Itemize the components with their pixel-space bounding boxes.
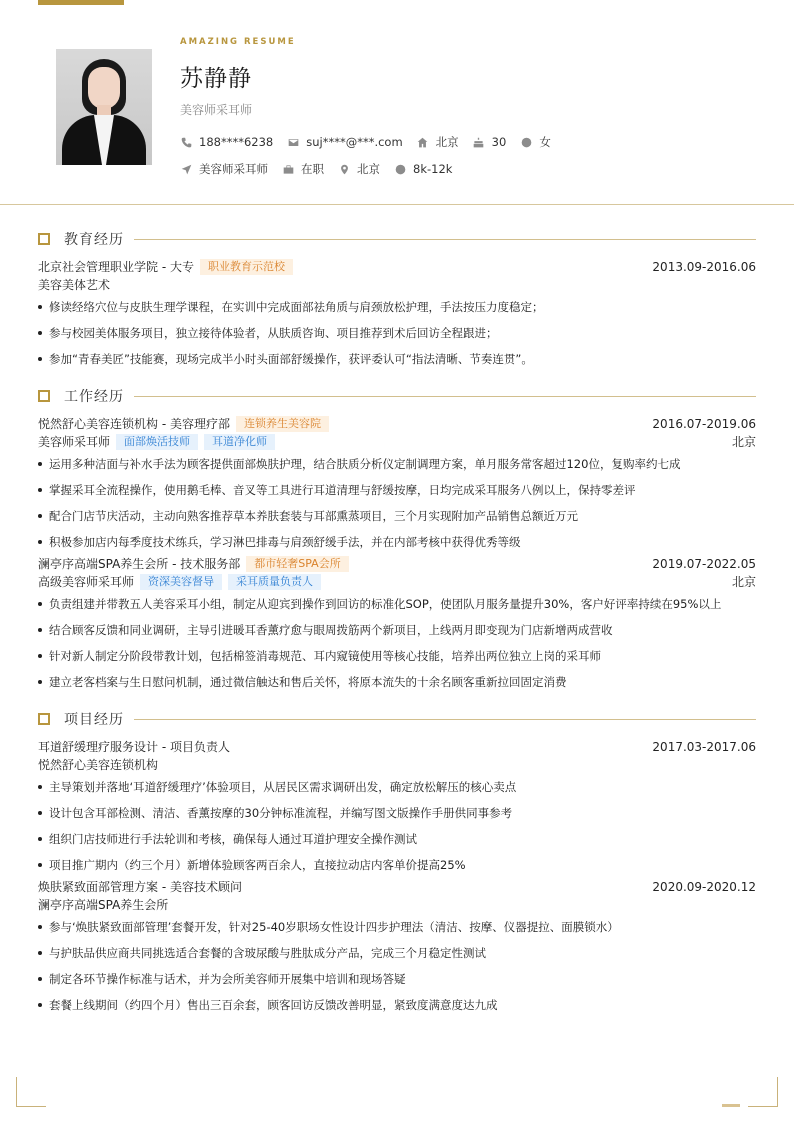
- list-item: 针对新人制定分阶段带教计划，包括棉签消毒规范、耳内窥镜使用等核心技能，培养出两位独立上岗的采耳师: [38, 643, 756, 669]
- job-role: 高级美容师采耳师: [38, 575, 135, 589]
- job-entry-head: [38, 555, 756, 573]
- section-marker: [38, 713, 50, 725]
- job-entry-head: [38, 415, 756, 433]
- projects-section: [38, 709, 756, 1018]
- major-row: [38, 276, 756, 294]
- job-role: 美容师采耳师: [38, 435, 111, 449]
- gender-icon: [520, 136, 532, 148]
- list-item: 结合顾客反馈和同业调研，主导引进暖耳香薰疗愈与眼周拨筋两个新项目，上线两月即变现为门店新增两成营收: [38, 617, 756, 643]
- send-icon: [180, 163, 192, 175]
- work-section-header: [38, 386, 756, 406]
- hometown-item: [417, 134, 459, 150]
- project-org: 悦然舒心美容连锁机构: [38, 758, 159, 772]
- cake-icon: [473, 136, 485, 148]
- job-status-item: [282, 161, 324, 177]
- list-item: 负责组建并带教五人美容采耳小组，制定从迎宾到操作到回访的标准化SOP，使团队月服务量提升30%，客户好评率持续在95%以上: [38, 591, 756, 617]
- section-marker: [38, 233, 50, 245]
- job-city: 北京: [731, 575, 756, 589]
- section-divider: [134, 396, 756, 397]
- role-tag: 面部焕活技师: [116, 434, 198, 450]
- project-org: 澜亭序高端SPA养生会所: [38, 898, 169, 912]
- job-title: 美容师采耳师: [180, 103, 253, 117]
- section-divider: [134, 719, 756, 720]
- money-icon: [394, 163, 406, 175]
- list-item: 参与‘焕肤紧致面部管理’套餐开发，针对25-40岁职场女性设计四步护理法（清洁、按摩、仪器提拉、面膜锁水）: [38, 914, 756, 940]
- contact-info-row: [180, 134, 565, 150]
- salary-item: [394, 162, 452, 176]
- projects-section-header: [38, 709, 756, 729]
- mail-icon: [287, 136, 299, 148]
- project-org-row: [38, 896, 756, 914]
- gender-text: 女: [539, 135, 551, 149]
- age-text: 30: [491, 135, 507, 149]
- email-text: suj****@***.com: [306, 135, 403, 149]
- company-tag: 都市轻奢SPA会所: [246, 556, 348, 572]
- intended-job-item: [180, 161, 268, 177]
- list-item: 运用多种洁面与补水手法为顾客提供面部焕肤护理，结合肤质分析仪定制调理方案，单月服务常客超过120位，复购率约七成: [38, 451, 756, 477]
- work-city-item: [338, 161, 380, 177]
- list-item: 主导策划并落地‘耳道舒缓理疗’体验项目，从居民区需求调研出发，确定放松解压的核心卖点: [38, 774, 756, 800]
- role-tag: 耳道净化师: [204, 434, 275, 450]
- project-name: 焕肤紧致面部管理方案 - 美容技术顾问: [38, 880, 242, 894]
- project-entry-head: [38, 738, 756, 756]
- phone-text: 188****6238: [199, 135, 274, 149]
- job-intent-row: [180, 161, 466, 177]
- project-dates: 2017.03-2017.06: [652, 740, 756, 754]
- list-item: 组织门店技师进行手法轮训和考核，确保每人通过耳道护理安全操作测试: [38, 826, 756, 852]
- list-item: 设计包含耳部检测、清洁、香薰按摩的30分钟标准流程，并编写图文版操作手册供同事参考: [38, 800, 756, 826]
- education-entry-head: [38, 258, 756, 276]
- list-item: 掌握采耳全流程操作，使用鹅毛棒、音叉等工具进行耳道清理与舒缓按摩，日均完成采耳服务八例以上，保持零差评: [38, 477, 756, 503]
- list-item: 积极参加店内每季度技术练兵，学习淋巴排毒与肩颈舒缓手法，并在内部考核中获得优秀等级: [38, 529, 756, 555]
- company-name: 悦然舒心美容连锁机构 - 美容理疗部: [38, 417, 230, 431]
- job-city: 北京: [731, 435, 756, 449]
- job-status-text: 在职: [301, 162, 324, 176]
- company-tag: 连锁养生美容院: [236, 416, 329, 432]
- role-tag: 采耳质量负责人: [228, 574, 321, 590]
- education-section-header: [38, 229, 756, 249]
- salary-text: 8k-12k: [413, 162, 453, 176]
- section-title: 项目经历: [64, 712, 124, 728]
- footer-accent-bar: [722, 1104, 740, 1107]
- section-title: 工作经历: [64, 389, 124, 405]
- school-name: 北京社会管理职业学院 - 大专: [38, 260, 194, 274]
- job-role-row: [38, 573, 756, 591]
- list-item: 修读经络穴位与皮肤生理学课程，在实训中完成面部祛角质与肩颈放松护理，手法按压力度稳定；: [38, 294, 756, 320]
- education-dates: 2013.09-2016.06: [652, 260, 756, 274]
- corner-decoration-right: [748, 1077, 778, 1107]
- list-item: 与护肤品供应商共同挑选适合套餐的含玻尿酸与胜肽成分产品，完成三个月稳定性测试: [38, 940, 756, 966]
- section-divider: [134, 239, 756, 240]
- work-section: [38, 386, 756, 695]
- list-item: 参与校园美体服务项目，独立接待体验者，从肤质咨询、项目推荐到术后回访全程跟进；: [38, 320, 756, 346]
- list-item: 配合门店节庆活动，主动向熟客推荐草本养肤套装与耳部熏蒸项目，三个月实现附加产品销售总额近万元: [38, 503, 756, 529]
- list-item: 建立老客档案与生日慰问机制，通过微信触达和售后关怀，将原本流失的十余名顾客重新拉回固定消费: [38, 669, 756, 695]
- profile-photo: [56, 49, 152, 165]
- email-item: [287, 135, 402, 149]
- work-city-text: 北京: [357, 162, 380, 176]
- section-title: 教育经历: [64, 232, 124, 248]
- candidate-name: 苏静静: [180, 66, 252, 92]
- major-name: 美容美体艺术: [38, 278, 111, 292]
- project-entry-head: [38, 878, 756, 896]
- list-item: 项目推广期内（约三个月）新增体验顾客两百余人，直接拉动店内客单价提高25%: [38, 852, 756, 878]
- phone-item: [180, 135, 273, 149]
- corner-decoration-left: [16, 1077, 46, 1107]
- company-name: 澜亭序高端SPA养生会所 - 技术服务部: [38, 557, 241, 571]
- intended-job-text: 美容师采耳师: [199, 162, 268, 176]
- age-item: [473, 135, 507, 149]
- project-org-row: [38, 756, 756, 774]
- education-section: [38, 229, 756, 372]
- project-name: 耳道舒缓理疗服务设计 - 项目负责人: [38, 740, 230, 754]
- job-dates: 2016.07-2019.06: [652, 417, 756, 431]
- briefcase-icon: [282, 163, 294, 175]
- resume-tagline: AMAZING RESUME: [180, 37, 296, 47]
- job-role-row: [38, 433, 756, 451]
- phone-icon: [180, 136, 192, 148]
- school-tag: 职业教育示范校: [200, 259, 293, 275]
- list-item: 参加“青春美匠”技能赛，现场完成半小时头面部舒缓操作，获评委认可“指法清晰、节奏连贯”。: [38, 346, 756, 372]
- list-item: 套餐上线期间（约四个月）售出三百余套，顾客回访反馈改善明显，紧致度满意度达九成: [38, 992, 756, 1018]
- section-marker: [38, 390, 50, 402]
- project-dates: 2020.09-2020.12: [652, 880, 756, 894]
- gender-item: [520, 134, 551, 150]
- location-pin-icon: [338, 163, 350, 175]
- role-tag: 资深美容督导: [140, 574, 222, 590]
- job-dates: 2019.07-2022.05: [652, 557, 756, 571]
- list-item: 制定各环节操作标准与话术，并为会所美容师开展集中培训和现场答疑: [38, 966, 756, 992]
- resume-header: [0, 0, 794, 205]
- home-icon: [417, 136, 429, 148]
- hometown-text: 北京: [435, 135, 459, 149]
